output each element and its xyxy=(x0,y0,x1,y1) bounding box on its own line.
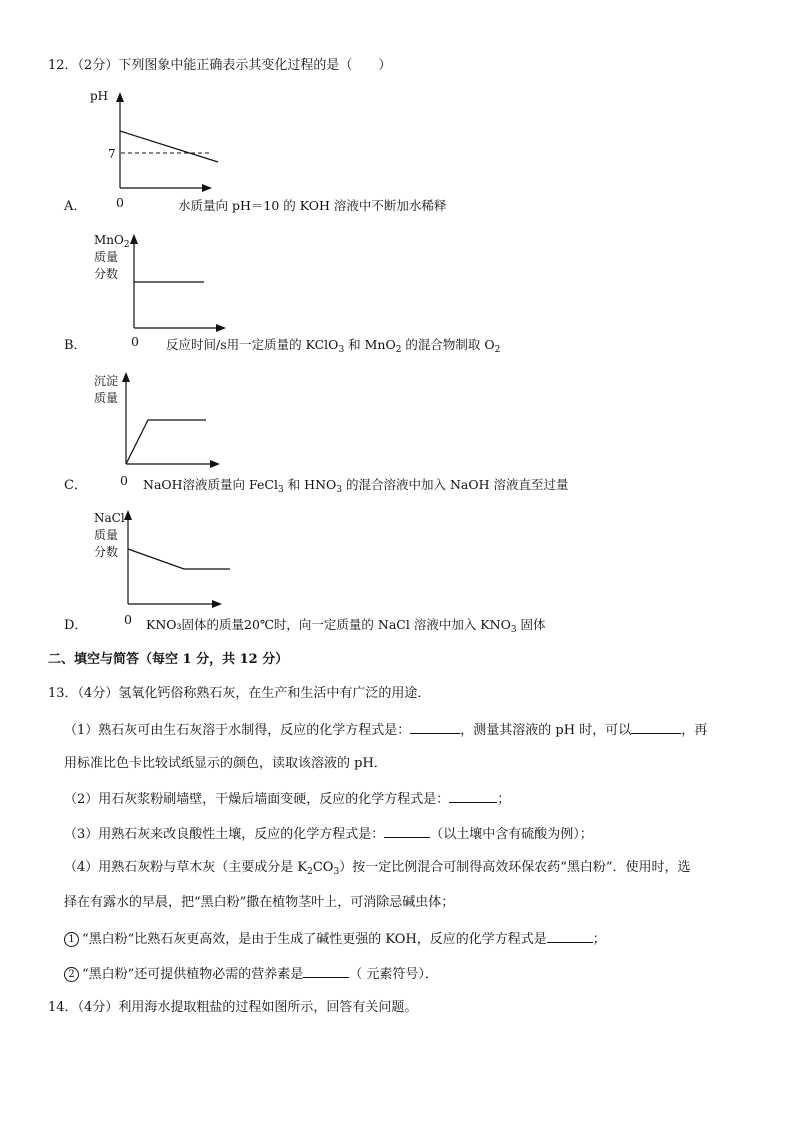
graph-d-origin: 0 xyxy=(124,612,132,627)
option-d-letter: D． xyxy=(64,618,88,633)
graph-a xyxy=(88,88,228,200)
option-b-letter: B． xyxy=(64,338,87,353)
graph-c-y-label: 沉淀 xyxy=(94,374,119,388)
q13-part4-line2: 择在有露水的早晨，把“黑白粉”撒在植物茎叶上，可消除忌碱虫体； xyxy=(64,895,455,910)
graph-a-curve xyxy=(120,131,218,162)
circled-number-2: 2 xyxy=(64,967,79,982)
answer-blank[interactable] xyxy=(410,721,460,734)
q13-part2: （2）用石灰浆粉刷墙壁，干燥后墙面变硬，反应的化学方程式是： ； xyxy=(64,792,511,807)
answer-blank[interactable] xyxy=(631,721,681,734)
graph-b-y-label: MnO$_2$ xyxy=(94,233,130,250)
graph-a-y-label: pH xyxy=(90,89,109,103)
option-d-caption: KNO₃固体的质量20℃时，向一定质量的 NaCl 溶液中加入 $KNO_3$ 固体 xyxy=(146,617,546,635)
q13-sub1: 1 “黑白粉”比熟石灰更高效，是由于生成了碱性更强的 KOH，反应的化学方程式是 ； xyxy=(64,930,606,948)
graph-d-x-label: KNO₃固体的质量 xyxy=(146,617,245,632)
q12-header: 12．（2分）下列图象中能正确表示其变化过程的是（ ） xyxy=(48,58,392,73)
answer-blank[interactable] xyxy=(384,825,430,838)
option-b-caption: 反应时间/s用一定质量的 KClO$_3$ 和 MnO$_2$ 的混合物制取 $O_2$ xyxy=(166,337,501,355)
q13-part1-line1: （1）熟石灰可由生石灰溶于水制得，反应的化学方程式是： ，测量其溶液的 pH 时，可以 ，再 xyxy=(64,723,708,738)
q13-part1-line2: 用标准比色卡比较试纸显示的颜色，读取该溶液的 pH． xyxy=(64,756,387,771)
q13-part4-line1: （4）用熟石灰粉与草木灰（主要成分是 $K_2CO_3$）按一定比例混合可制得高效环保农药“黑白粉”．使用时，选 xyxy=(64,860,691,877)
graph-a-x-label: 水质量 xyxy=(178,198,216,213)
q13-part3: （3）用熟石灰来改良酸性土壤，反应的化学方程式是： （以土壤中含有硫酸为例）； xyxy=(64,827,593,842)
graph-d-curve xyxy=(128,549,230,569)
graph-c-origin: 0 xyxy=(120,473,128,488)
q13-sub2: 2 “黑白粉”还可提供植物必需的营养素是 （ 元素符号）． xyxy=(64,965,438,983)
answer-blank[interactable] xyxy=(449,790,497,803)
graph-b xyxy=(92,232,232,332)
option-c-caption: NaOH溶液质量向 FeCl$_3$ 和 $HNO_3$ 的混合溶液中加入 NaOH 溶液直至过量 xyxy=(143,477,569,495)
graph-b-origin: 0 xyxy=(131,334,139,349)
graph-d-y-label: NaCl xyxy=(94,511,125,525)
answer-blank[interactable] xyxy=(547,930,593,943)
q13-header: 13．（4分）氢氧化钙俗称熟石灰，在生产和生活中有广泛的用途． xyxy=(48,686,431,701)
option-c-letter: C． xyxy=(64,478,87,493)
graph-a-origin: 0 xyxy=(116,195,124,210)
answer-blank[interactable] xyxy=(303,965,349,978)
graph-c-x-label: NaOH溶液质量 xyxy=(143,477,233,492)
graph-a-y-tick: 7 xyxy=(108,147,116,161)
option-a-letter: A． xyxy=(64,199,87,214)
circled-number-1: 1 xyxy=(64,932,79,947)
graph-b-x-label: 反应时间/s xyxy=(166,337,227,352)
section-title: 二、填空与简答（每空 1 分，共 12 分） xyxy=(48,652,289,667)
q14-header: 14．（4分）利用海水提取粗盐的过程如图所示，回答有关问题。 xyxy=(48,1000,418,1015)
graph-c-curve xyxy=(126,420,206,464)
option-a-caption: 水质量向 pH＝10 的 KOH 溶液中不断加水稀释 xyxy=(178,198,447,213)
